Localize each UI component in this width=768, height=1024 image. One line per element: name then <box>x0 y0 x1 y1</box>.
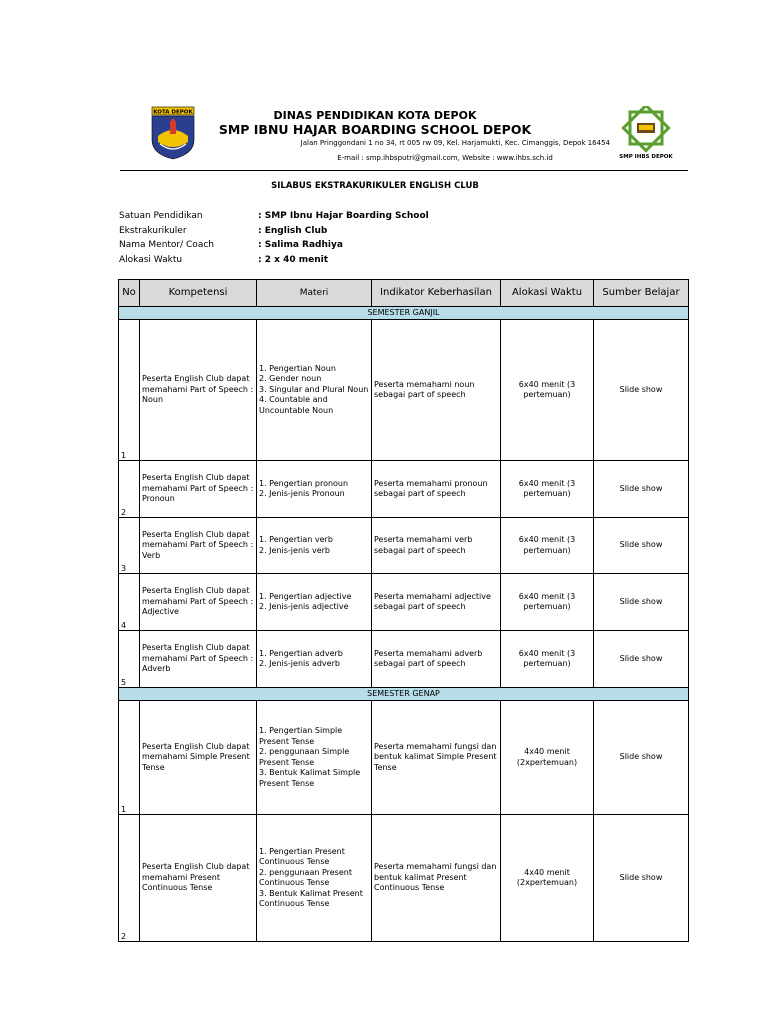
row-alokasi: 6x40 menit (3 pertemuan) <box>501 518 594 574</box>
logo-left-text: KOTA DEPOK <box>153 109 193 116</box>
row-materi <box>257 518 372 574</box>
materi-item: 1. Pengertian Present Continuous Tense <box>259 846 345 866</box>
semester-label: SEMESTER GENAP <box>119 688 689 701</box>
table-row <box>119 574 689 631</box>
meta-value: : 2 x 40 menit <box>258 254 329 265</box>
materi-item: 2. Gender noun <box>259 374 322 384</box>
table-row <box>119 631 689 688</box>
col-header-kompetensi: Kompetensi <box>140 280 257 307</box>
row-indikator: Peserta memahami fungsi dan bentuk kalimat Present Continuous Tense <box>372 815 501 942</box>
table-row <box>119 815 689 942</box>
col-header-alokasi: Alokasi Waktu <box>501 280 594 307</box>
row-sumber: Slide show <box>594 701 689 815</box>
materi-item: 3. Bentuk Kalimat Simple Present Tense <box>259 768 361 788</box>
materi-item: 1. Pengertian verb <box>259 535 333 544</box>
materi-item: 3. Bentuk Kalimat Present Continuous Tense <box>259 888 363 908</box>
row-kompetensi: Peserta English Club dapat memahami Part of Speech : Adverb <box>140 631 257 688</box>
agency-name: DINAS PENDIDIKAN KOTA DEPOK <box>273 109 477 122</box>
row-indikator: Peserta memahami noun sebagai part of speech <box>372 320 501 461</box>
school-contact: E-mail : smp.ihbsputri@gmail.com, Website : www.ihbs.sch.id <box>337 154 553 162</box>
row-no: 1 <box>119 701 140 815</box>
row-indikator: Peserta memahami verb sebagai part of speech <box>372 518 501 574</box>
row-sumber: Slide show <box>594 518 689 574</box>
school-name: SMP IBNU HAJAR BOARDING SCHOOL DEPOK <box>218 122 532 137</box>
semester-row <box>119 307 689 320</box>
row-alokasi: 6x40 menit (3 pertemuan) <box>501 631 594 688</box>
row-kompetensi: Peserta English Club dapat memahami Present Continuous Tense <box>140 815 257 942</box>
table-row <box>119 518 689 574</box>
materi-item: 1. Pengertian Simple Present Tense <box>259 726 343 746</box>
table-row <box>119 701 689 815</box>
row-kompetensi: Peserta English Club dapat memahami Part of Speech : Adjective <box>140 574 257 631</box>
row-no: 2 <box>119 461 140 518</box>
row-alokasi: 6x40 menit (3 pertemuan) <box>501 574 594 631</box>
row-sumber: Slide show <box>594 574 689 631</box>
row-no: 1 <box>119 320 140 461</box>
materi-item: 1. Pengertian adjective <box>259 591 352 601</box>
meta-label: Nama Mentor/ Coach <box>119 240 214 250</box>
row-kompetensi: Peserta English Club dapat memahami Part of Speech : Pronoun <box>140 461 257 518</box>
row-sumber: Slide show <box>594 631 689 688</box>
row-alokasi: 6x40 menit (3 pertemuan) <box>501 320 594 461</box>
materi-item: 2. penggunaan Present Continuous Tense <box>259 867 352 887</box>
row-kompetensi: Peserta English Club dapat memahami Simple Present Tense <box>140 701 257 815</box>
semester-row <box>119 688 689 701</box>
row-alokasi: 6x40 menit (3 pertemuan) <box>501 461 594 518</box>
row-sumber: Slide show <box>594 461 689 518</box>
row-indikator: Peserta memahami fungsi dan bentuk kalimat Simple Present Tense <box>372 701 501 815</box>
table-header-row <box>119 280 689 307</box>
school-address: Jalan Pringgondani 1 no 34, rt 005 rw 09, Kel. Harjamukti, Kec. Cimanggis, Depok 16454 <box>300 139 610 147</box>
meta-value: : Salima Radhiya <box>258 240 343 250</box>
row-sumber: Slide show <box>594 815 689 942</box>
ihbs-logo <box>616 106 676 162</box>
meta-label: Alokasi Waktu <box>119 254 183 265</box>
row-alokasi: 4x40 menit (2xpertemuan) <box>501 815 594 942</box>
meta-value: : SMP Ibnu Hajar Boarding School <box>258 211 429 221</box>
row-kompetensi: Peserta English Club dapat memahami Part of Speech : Verb <box>140 518 257 574</box>
meta-value: : English Club <box>258 225 328 236</box>
materi-item: 2. Jenis-jenis adverb <box>259 659 340 668</box>
header-divider <box>120 170 688 171</box>
materi-item: 2. Jenis-jenis Pronoun <box>259 489 345 498</box>
table-row <box>119 461 689 518</box>
row-materi <box>257 461 372 518</box>
logo-right-text: SMP IHBS DEPOK <box>619 154 673 160</box>
semester-label: SEMESTER GANJIL <box>119 307 689 320</box>
materi-item: 4. Countable and Uncountable Noun <box>259 395 334 415</box>
materi-item: 1. Pengertian Noun <box>259 363 336 373</box>
row-no: 4 <box>119 574 140 631</box>
col-header-no: No <box>119 280 140 307</box>
row-alokasi: 4x40 menit (2xpertemuan) <box>501 701 594 815</box>
row-no: 3 <box>119 518 140 574</box>
document-title: SILABUS EKSTRAKURIKULER ENGLISH CLUB <box>271 181 479 191</box>
materi-item: 2. Jenis-jenis verb <box>259 545 330 555</box>
col-header-indikator: Indikator Keberhasilan <box>372 280 501 307</box>
col-header-sumber: Sumber Belajar <box>594 280 689 307</box>
row-no: 5 <box>119 631 140 688</box>
materi-item: 1. Pengertian pronoun <box>259 478 349 488</box>
row-materi <box>257 320 372 461</box>
materi-item: 2. penggunaan Simple Present Tense <box>259 747 350 767</box>
col-header-materi: Materi <box>257 280 372 307</box>
meta-label: Satuan Pendidikan <box>119 211 203 221</box>
row-materi <box>257 574 372 631</box>
row-kompetensi: Peserta English Club dapat memahami Part of Speech : Noun <box>140 320 257 461</box>
row-no: 2 <box>119 815 140 942</box>
row-materi <box>257 815 372 942</box>
row-indikator: Peserta memahami adverb sebagai part of speech <box>372 631 501 688</box>
materi-item: 1. Pengertian adverb <box>259 648 343 658</box>
materi-item: 3. Singular and Plural Noun <box>259 384 369 394</box>
row-materi <box>257 631 372 688</box>
row-materi <box>257 701 372 815</box>
syllabus-table <box>118 279 689 942</box>
row-indikator: Peserta memahami adjective sebagai part of speech <box>372 574 501 631</box>
meta-label: Ekstrakurikuler <box>119 225 187 236</box>
materi-item: 2. Jenis-jenis adjective <box>259 602 349 611</box>
row-sumber: Slide show <box>594 320 689 461</box>
row-indikator: Peserta memahami pronoun sebagai part of speech <box>372 461 501 518</box>
table-row <box>119 320 689 461</box>
